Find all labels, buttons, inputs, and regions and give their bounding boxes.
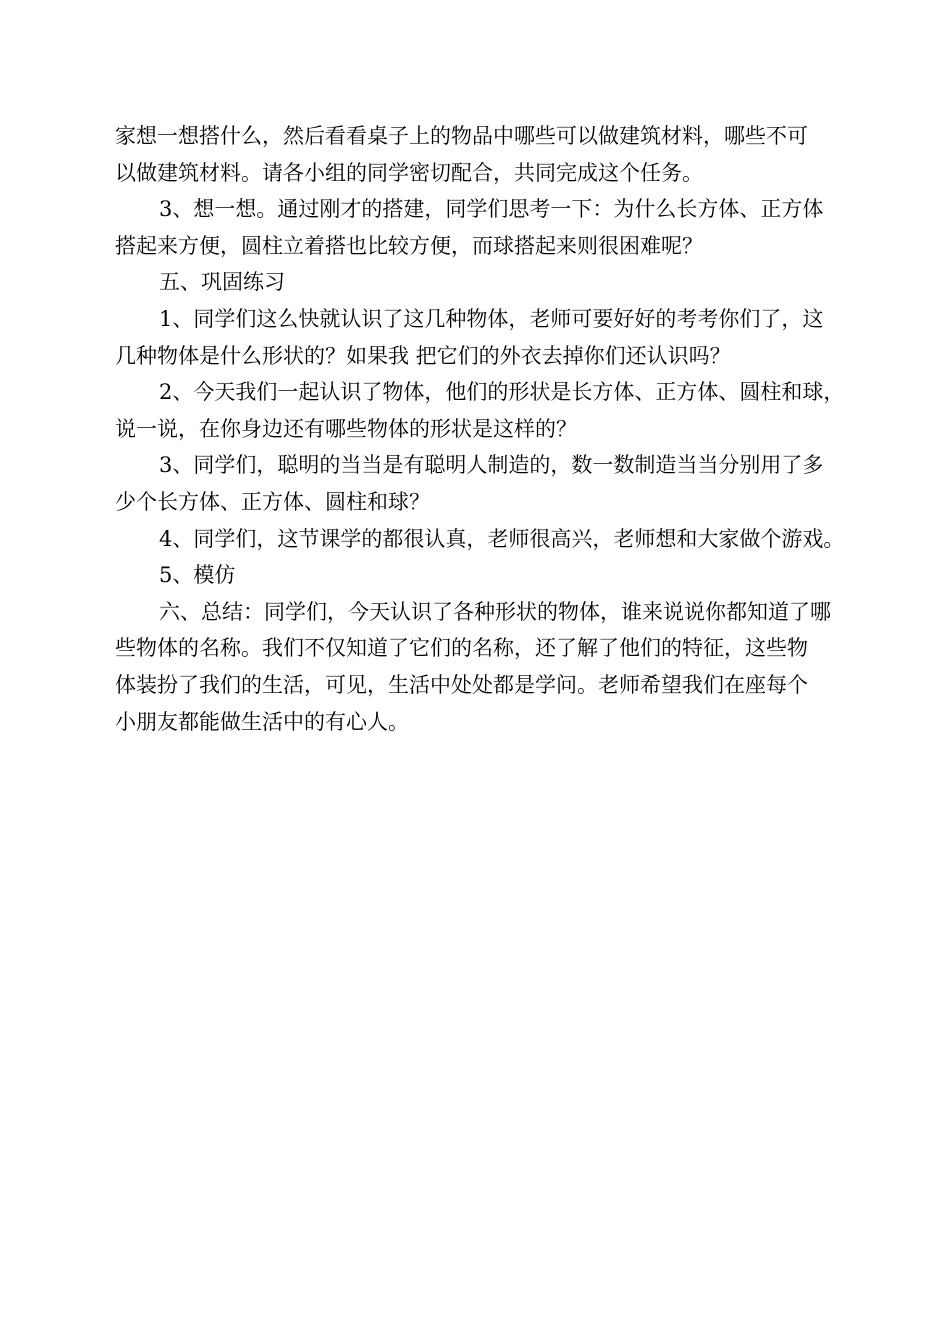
document-body — [115, 118, 845, 740]
text-line: 2、今天我们一起认识了物体，他们的形状是长方体、正方体、圆柱和球， — [159, 380, 845, 405]
section-heading: 五、巩固练习 — [159, 270, 285, 295]
text-line: 4、同学们，这节课学的都很认真，老师很高兴，老师想和大家做个游戏。 — [159, 526, 845, 551]
text-line: 体装扮了我们的生活，可见，生活中处处都是学问。老师希望我们在座每个 — [115, 672, 808, 697]
text-line: 3、想一想。通过刚才的搭建，同学们思考一下：为什么长方体、正方体 — [159, 197, 824, 222]
text-line: 小朋友都能做生活中的有心人。 — [115, 709, 409, 734]
text-line: 搭起来方便，圆柱立着搭也比较方便，而球搭起来则很困难呢？ — [115, 233, 703, 258]
text-line: 少个长方体、正方体、圆柱和球？ — [115, 489, 430, 514]
text-line: 3、同学们，聪明的当当是有聪明人制造的，数一数制造当当分别用了多 — [159, 453, 824, 478]
text-line: 以做建筑材料。请各小组的同学密切配合，共同完成这个任务。 — [115, 160, 703, 185]
text-line: 家想一想搭什么，然后看看桌子上的物品中哪些可以做建筑材料，哪些不可 — [115, 124, 808, 148]
text-line: 些物体的名称。我们不仅知道了它们的名称，还了解了他们的特征，这些物 — [115, 636, 808, 661]
text-line: 5、模仿 — [159, 563, 236, 588]
text-line: 几种物体是什么形状的？如果我 把它们的外衣去掉你们还认识吗？ — [115, 343, 731, 368]
text-line: 1、同学们这么快就认识了这几种物体，老师可要好好的考考你们了，这 — [159, 306, 824, 331]
text-line: 说一说，在你身边还有哪些物体的形状是这样的？ — [115, 416, 577, 441]
section-heading: 六、总结：同学们，今天认识了各种形状的物体，谁来说说你都知道了哪 — [159, 599, 831, 624]
